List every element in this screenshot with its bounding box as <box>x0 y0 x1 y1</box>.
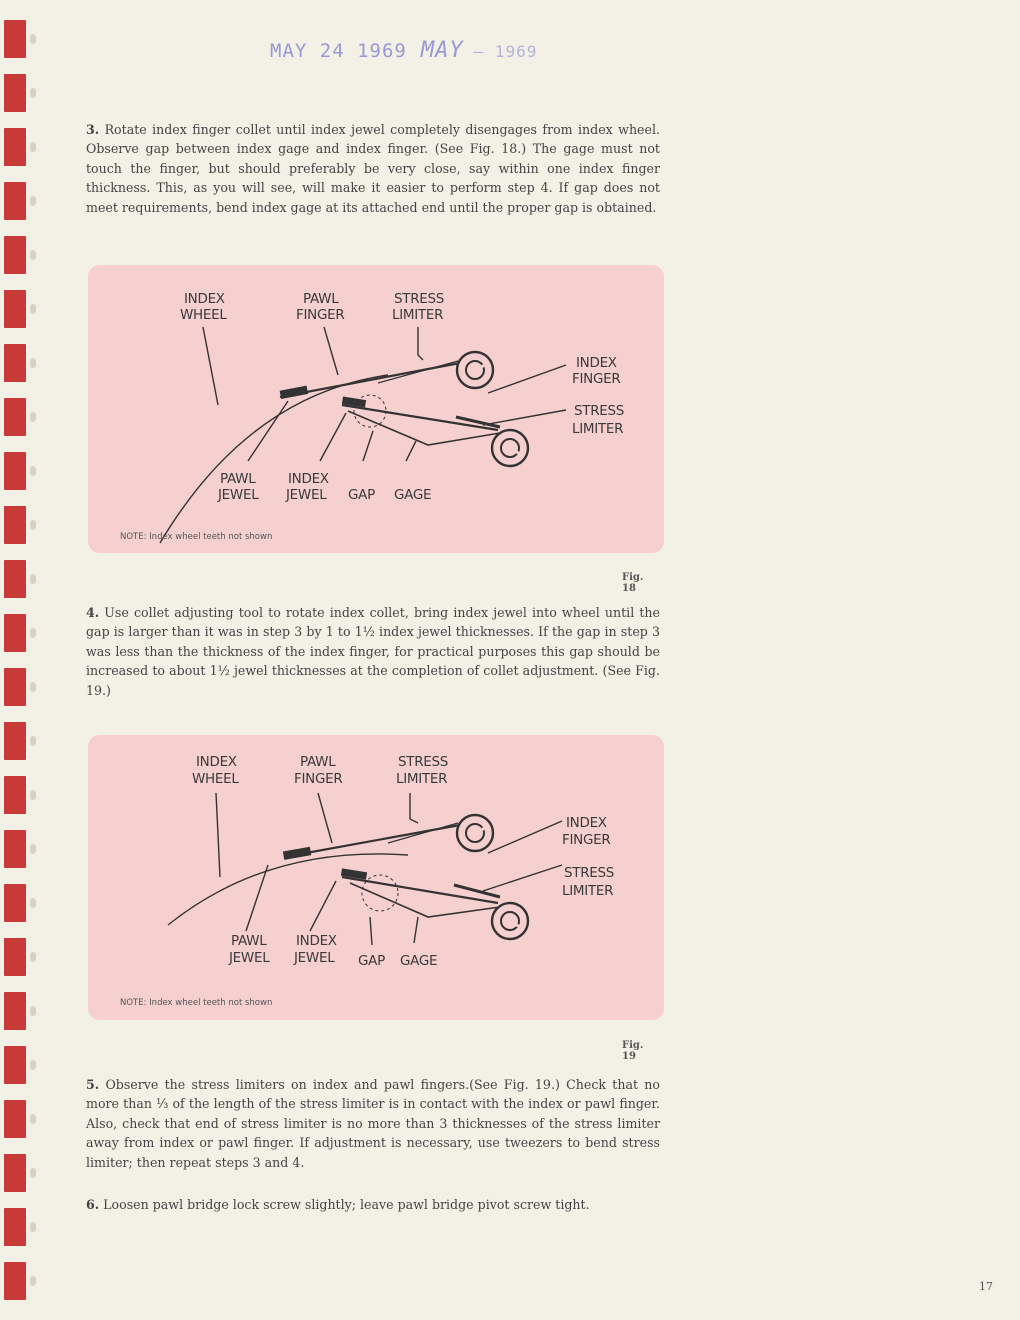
binding-hole <box>30 88 36 98</box>
binding-hole <box>30 628 36 638</box>
binding-tab <box>4 344 26 382</box>
lower-stress-limiter <box>454 885 500 897</box>
binding-tab <box>4 506 26 544</box>
binding-tab <box>4 668 26 706</box>
binding-hole <box>30 844 36 854</box>
binding-tab <box>4 776 26 814</box>
binding-tab <box>4 290 26 328</box>
binding-tab <box>4 1262 26 1300</box>
binding-tab <box>4 128 26 166</box>
page-number: 17 <box>979 1280 993 1293</box>
binding-hole <box>30 250 36 260</box>
binding-hole <box>30 142 36 152</box>
label-index-finger-2: FINGER <box>572 371 621 387</box>
step-number: 5. <box>86 1077 100 1092</box>
binding-tab <box>4 992 26 1030</box>
binding-hole <box>30 1114 36 1124</box>
binding-tab <box>4 722 26 760</box>
label-stress-limiter-right-1: STRESS <box>574 403 625 419</box>
binding-hole <box>30 1168 36 1178</box>
binding-tab <box>4 1154 26 1192</box>
label-stress-limiter-top-1: STRESS <box>394 291 445 307</box>
binding-hole <box>30 304 36 314</box>
figure-note: NOTE: Index wheel teeth not shown <box>120 998 273 1008</box>
binding-hole <box>30 1060 36 1070</box>
label-pawl-jewel-1: PAWL <box>231 933 267 949</box>
figure-note: NOTE: Index wheel teeth not shown <box>120 532 273 542</box>
date-stamp-second: MAY <box>420 38 464 63</box>
pawl-jewel-block <box>284 848 311 859</box>
spiral-binding <box>0 0 40 1320</box>
label-pawl-jewel-2: JEWEL <box>229 950 270 966</box>
binding-hole <box>30 574 36 584</box>
binding-tab <box>4 20 26 58</box>
binding-hole <box>30 196 36 206</box>
label-index-wheel-1: INDEX <box>196 754 237 770</box>
binding-hole <box>30 34 36 44</box>
label-pawl-finger-1: PAWL <box>303 291 339 307</box>
pawl-jewel-block <box>280 386 307 398</box>
date-stamp <box>270 38 537 63</box>
binding-tab <box>4 1100 26 1138</box>
label-pawl-jewel-2: JEWEL <box>218 487 259 503</box>
step-number: 6. <box>86 1197 100 1212</box>
upper-stress-limiter <box>388 823 458 843</box>
figure-19 <box>88 735 664 1020</box>
index-wheel-arc <box>168 854 408 925</box>
binding-hole <box>30 682 36 692</box>
binding-hole <box>30 898 36 908</box>
binding-tab <box>4 1208 26 1246</box>
label-stress-limiter-top-1: STRESS <box>398 754 449 770</box>
binding-hole <box>30 1006 36 1016</box>
label-gage: GAGE <box>400 953 438 969</box>
binding-tab <box>4 560 26 598</box>
binding-tab <box>4 74 26 112</box>
label-stress-limiter-right-2: LIMITER <box>572 421 624 437</box>
figure-18-diagram <box>88 265 664 553</box>
step-text: Observe the stress limiters on index and pawl fingers.(See Fig. 19.) Check that no more than ⅓ of the length of the stress limiter is in contact with the index or pawl finger. Also, check that end of stress limiter is no more than 3 thicknesses of the stress limiter away from index or pawl finger. If adjustment is necessary, use tweezers to bend stress limiter; then repeat steps 3 and 4. <box>86 1077 660 1170</box>
binding-tab <box>4 614 26 652</box>
label-pawl-finger-1: PAWL <box>300 754 336 770</box>
label-index-finger-1: INDEX <box>576 355 617 371</box>
step-text: Use collet adjusting tool to rotate index collet, bring index jewel into wheel until the gap is larger than it was in step 3 by 1 to 1½ index jewel thicknesses. If the gap in step 3 was less than the thickness of the index finger, for practical purposes this gap should be increased to about 1½ jewel thicknesses at the completion of collet adjustment. (See Fig. 19.) <box>86 605 660 698</box>
label-stress-limiter-right-1: STRESS <box>564 865 615 881</box>
label-index-wheel-1: INDEX <box>184 291 225 307</box>
binding-tab <box>4 452 26 490</box>
binding-tab <box>4 884 26 922</box>
step-text: Rotate index finger collet until index jewel completely disengages from index wheel. Observe gap between index gage and index finger. (See Fig. 18.) The gage must not touch the finger, but should preferably be very close, say within one index finger thickness. This, as you will see, will make it easier to perform step 4. If gap does not meet requirements, bend index gage at its attached end until the proper gap is obtained. <box>86 122 660 215</box>
label-pawl-finger-2: FINGER <box>294 771 343 787</box>
label-index-jewel-2: JEWEL <box>294 950 335 966</box>
binding-tab <box>4 1046 26 1084</box>
label-stress-limiter-top-2: LIMITER <box>392 307 444 323</box>
binding-tab <box>4 398 26 436</box>
binding-hole <box>30 952 36 962</box>
label-gap: GAP <box>348 487 375 503</box>
label-index-wheel-2: WHEEL <box>180 307 227 323</box>
binding-tab <box>4 236 26 274</box>
binding-hole <box>30 520 36 530</box>
figure-18 <box>88 265 664 553</box>
binding-hole <box>30 412 36 422</box>
step-6-paragraph <box>86 1195 660 1214</box>
binding-hole <box>30 466 36 476</box>
date-stamp-third: — 1969 <box>473 42 538 61</box>
step-number: 4. <box>86 605 100 620</box>
binding-tab <box>4 182 26 220</box>
binding-hole <box>30 358 36 368</box>
figure-18-caption: Fig. 18 <box>622 572 644 594</box>
step-text: Loosen pawl bridge lock screw slightly; leave pawl bridge pivot screw tight. <box>103 1197 590 1212</box>
label-index-finger-1: INDEX <box>566 815 607 831</box>
upper-stress-limiter <box>378 361 458 383</box>
step-3-paragraph <box>86 120 660 217</box>
lower-stress-limiter <box>456 417 500 427</box>
binding-tab <box>4 938 26 976</box>
step-5-paragraph <box>86 1075 660 1172</box>
label-index-jewel-1: INDEX <box>296 933 337 949</box>
label-index-wheel-2: WHEEL <box>192 771 239 787</box>
label-stress-limiter-top-2: LIMITER <box>396 771 448 787</box>
label-index-jewel-1: INDEX <box>288 471 329 487</box>
label-gap: GAP <box>358 953 385 969</box>
label-index-jewel-2: JEWEL <box>286 487 327 503</box>
date-stamp-first: MAY 24 1969 <box>270 40 407 62</box>
figure-19-caption: Fig. 19 <box>622 1040 644 1062</box>
binding-hole <box>30 736 36 746</box>
label-pawl-jewel-1: PAWL <box>220 471 256 487</box>
binding-tab <box>4 830 26 868</box>
label-index-finger-2: FINGER <box>562 832 611 848</box>
step-4-paragraph <box>86 603 660 700</box>
index-finger-bar <box>342 405 498 430</box>
label-gage: GAGE <box>394 487 432 503</box>
index-gage <box>348 411 500 445</box>
label-stress-limiter-right-2: LIMITER <box>562 883 614 899</box>
binding-hole <box>30 1276 36 1286</box>
step-number: 3. <box>86 122 100 137</box>
label-pawl-finger-2: FINGER <box>296 307 345 323</box>
figure-19-diagram <box>88 735 664 1020</box>
binding-hole <box>30 790 36 800</box>
binding-hole <box>30 1222 36 1232</box>
